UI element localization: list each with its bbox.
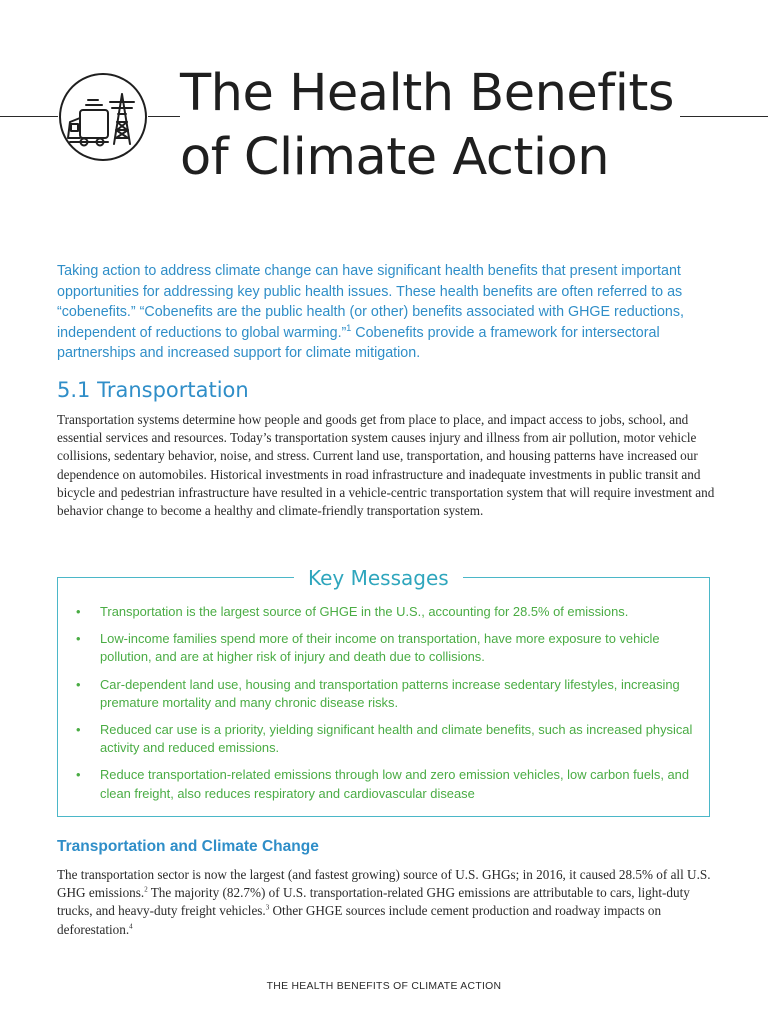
list-item-text: Transportation is the largest source of GHGE in the U.S., accounting for 28.5% of emissions. xyxy=(100,604,629,619)
list-item-text: Car-dependent land use, housing and transportation patterns increase sedentary lifestyles, increasing premature mortality and many chronic disease risks. xyxy=(100,676,680,710)
intro-text-a: Taking action to address climate change can have significant health benefits that present important opportunities for addressing key public health issues. These health benefits are often referred to as “cobenefits.” “Cobenefits are the public health (or other) benefits associated with GHGE reductions, independent of reductions to global warming.” xyxy=(57,263,684,341)
title-line-2: of Climate Action xyxy=(180,128,610,187)
bullet-icon: • xyxy=(76,767,81,783)
list-item xyxy=(76,630,696,666)
climate-change-paragraph xyxy=(57,866,717,939)
paragraph-text-c: Other GHGE sources include cement production and roadway impacts on deforestation. xyxy=(57,903,662,937)
footnote-ref-4[interactable]: 4 xyxy=(129,922,133,931)
list-item xyxy=(76,603,696,621)
page-footer: THE HEALTH BENEFITS OF CLIMATE ACTION xyxy=(266,981,502,992)
header-rule-left xyxy=(0,116,62,117)
bullet-icon: • xyxy=(76,604,81,619)
key-messages-title: Key Messages xyxy=(294,564,463,592)
transportation-icon xyxy=(58,72,148,162)
bullet-icon: • xyxy=(76,631,81,647)
list-item xyxy=(76,676,696,712)
title-line-1: The Health Benefits xyxy=(180,64,675,123)
list-item xyxy=(76,766,696,802)
intro-paragraph xyxy=(57,261,713,364)
footnote-ref-3[interactable]: 3 xyxy=(265,904,270,913)
page-title xyxy=(180,62,680,190)
footnote-ref-2[interactable]: 2 xyxy=(144,885,148,894)
transportation-paragraph: Transportation systems determine how people and goods get from place to place, and impact access to jobs, school, and essential services and resources. Today’s transportation system causes injury and illness from air pollution, motor vehicle collisions, sedentary behavior, noise, and stress. Current land use, transportation, and housing patterns have increased our dependence on automobiles. Historical investments in road infrastructure and inadequate investments in public transit and bicycle and pedestrian infrastructure have resulted in a vehicle-centric transportation system that will require investment and behavior change to become a healthy and climate-friendly transportation system. xyxy=(57,412,715,519)
key-messages-list xyxy=(76,603,696,812)
list-item-text: Reduce transportation-related emissions through low and zero emission vehicles, low carbon fuels, and clean freight, also reduces respiratory and cardiovascular disease xyxy=(100,767,689,801)
footnote-ref-1[interactable]: 1 xyxy=(346,323,352,334)
list-item-text: Low-income families spend more of their income on transportation, have more exposure to vehicle pollution, and are at higher risk of injury and death due to collisions. xyxy=(100,631,660,665)
intro-text-b: Cobenefits provide a framework for intersectoral partnerships and increased support for climate mitigation. xyxy=(57,324,660,362)
bullet-icon: • xyxy=(76,676,81,692)
bullet-icon: • xyxy=(76,722,81,738)
list-item xyxy=(76,721,696,757)
section-heading: 5.1 Transportation xyxy=(57,378,249,402)
list-item-text: Reduced car use is a priority, yielding significant health and climate benefits, such as increased physical activity and reduced emissions. xyxy=(100,722,693,756)
subsection-heading: Transportation and Climate Change xyxy=(57,838,319,855)
paragraph-text-b: The majority (82.7%) of U.S. transportation-related GHG emissions are attributable to cars, light-duty trucks, and heavy-duty freight vehicles. xyxy=(57,885,690,919)
paragraph-text-a: The transportation sector is now the largest (and fastest growing) source of U.S. GHGs; in 2016, it caused 28.5% of all U.S. GHG emissions. xyxy=(57,867,711,901)
